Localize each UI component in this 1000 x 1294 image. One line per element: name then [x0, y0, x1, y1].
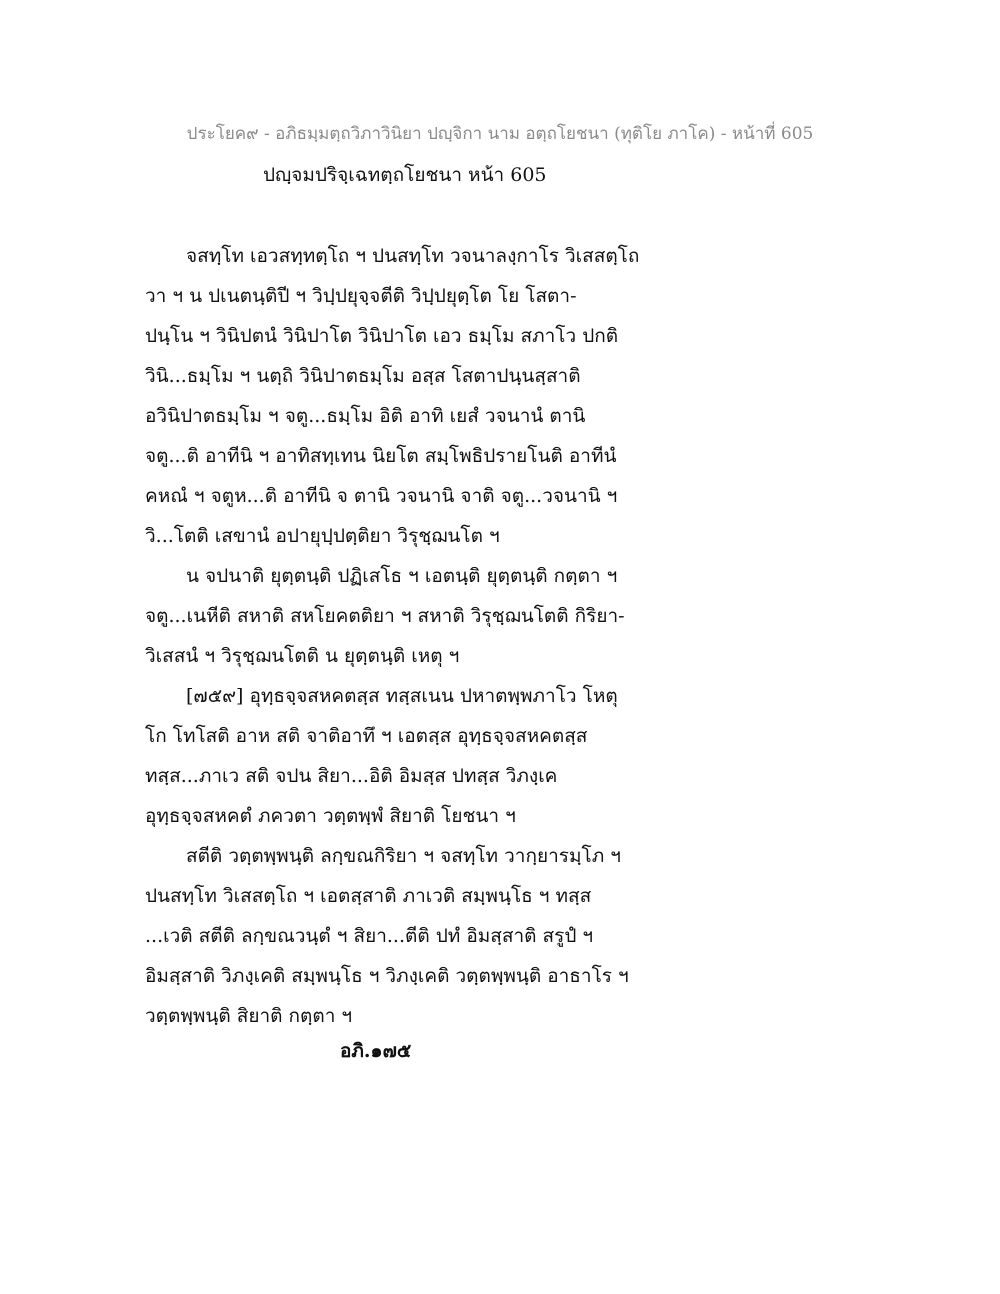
chapter-title: ปญฺจมปริจฺเฉทตฺถโยชนา หน้า 605 — [263, 164, 547, 186]
text-line: วิ...โตติ เสขานํ อปายุปฺปตฺติยา วิรุชฺฌนโต ฯ — [145, 525, 500, 547]
running-header: ประโยค๙ - อภิธมฺมตฺถวิภาวินิยา ปญฺจิกา นาม อตฺถโยชนา (ทุติโย ภาโค) - หน้าที่ 605 — [186, 124, 814, 144]
text-line: อิมสฺสาติ วิภงฺเคติ สมฺพนฺโธ ฯ วิภงฺเคติ วตฺตพฺพนฺติ อาธาโร ฯ — [145, 965, 629, 987]
text-line: จตู...ติ อาทีนิ ฯ อาทิสทฺเทน นิยโต สมฺโพธิปรายโนติ อาทีนํ — [145, 445, 617, 467]
text-line: โก โทโสติ อาห สติ จาติอาทึ ฯ เอตสฺส อุทฺธจฺจสหคตสฺส — [145, 725, 588, 747]
text-line: ปนสทฺโท วิเสสตฺโถ ฯ เอตสฺสาติ ภาเวติ สมฺพนฺโธ ฯ ทสฺส — [145, 885, 592, 907]
text-line: วินิ...ธมฺโม ฯ นตฺถิ วินิปาตธมฺโม อสฺส โสตาปนฺนสฺสาติ — [145, 365, 581, 387]
text-line: น จปนาติ ยุตฺตนฺติ ปฏิเสโธ ฯ เอตนฺติ ยุตฺตนฺติ กตฺตา ฯ — [186, 565, 618, 587]
text-line: วตฺตพฺพนฺติ สิยาติ กตฺตา ฯ — [145, 1005, 353, 1027]
text-line: จตู...เนหีติ สหาติ สหโยคตติยา ฯ สหาติ วิรุชฺฌนโตติ กิริยา- — [145, 605, 625, 627]
text-line: [๗๕๙] อุทฺธจฺจสหคตสฺส ทสฺสเนน ปหาตพฺพภาโว โหตุ — [186, 685, 618, 707]
text-line: อุทฺธจฺจสหคตํ ภควตา วตฺตพฺพํ สิยาติ โยชนา ฯ — [145, 805, 516, 827]
body-text — [145, 236, 865, 1036]
text-line: คหณํ ฯ จตูห...ติ อาทีนิ จ ตานิ วจนานิ จาติ จตู...วจนานิ ฯ — [145, 485, 618, 507]
page-reference: อภิ.๑๗๕ — [340, 1040, 412, 1062]
text-line: วา ฯ น ปเนตนฺติปี ฯ วิปฺปยุจฺจตีติ วิปฺปยุตฺโต โย โสตา- — [145, 285, 577, 307]
text-line: ...เวติ สตีติ ลกฺขณวนฺตํ ฯ สิยา...ตีติ ปทํ อิมสฺสาติ สรูปํ ฯ — [145, 925, 594, 947]
text-line: วิเสสนํ ฯ วิรุชฺฌนโตติ น ยุตฺตนฺติ เหตุ ฯ — [145, 645, 460, 667]
text-line: สตีติ วตฺตพฺพนฺติ ลกฺขณกิริยา ฯ จสทฺโท วากฺยารมฺโภ ฯ — [186, 845, 621, 867]
text-line: ปนฺโน ฯ วินิปตนํ วินิปาโต วินิปาโต เอว ธมฺโม สภาโว ปกติ — [145, 325, 619, 347]
text-line: อวินิปาตธมฺโม ฯ จตู...ธมฺโม อิติ อาทิ เยสํ วจนานํ ตานิ — [145, 405, 586, 427]
text-line: จสทฺโท เอวสทฺทตฺโถ ฯ ปนสทฺโท วจนาลงฺกาโร วิเสสตฺโถ — [186, 245, 640, 267]
text-line: ทสฺส...ภาเว สติ จปน สิยา...อิติ อิมสฺส ปทสฺส วิภงฺเค — [145, 765, 558, 787]
